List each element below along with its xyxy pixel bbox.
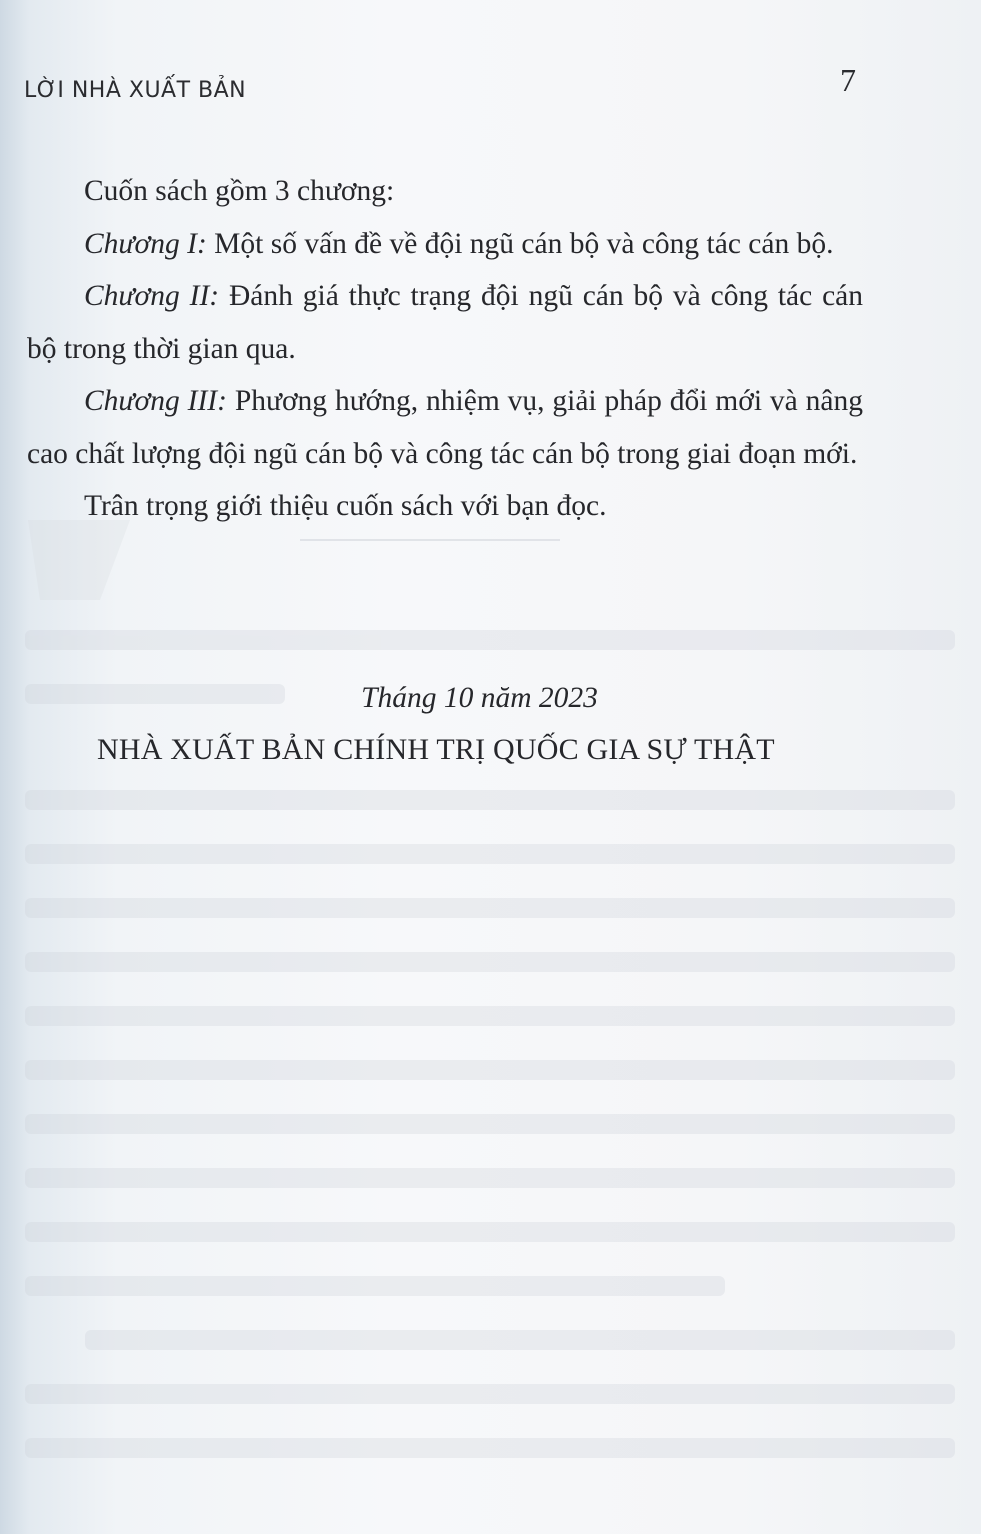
- chapter-3-label: Chương III:: [84, 385, 227, 417]
- chapter-1-paragraph: [27, 218, 863, 271]
- intro-paragraph: Cuốn sách gồm 3 chương:: [84, 175, 395, 207]
- chapter-2-text: Đánh giá thực trạng đội ngũ cán bộ và công tác cán bộ trong thời gian qua.: [27, 280, 864, 365]
- signature-publisher: NHÀ XUẤT BẢN CHÍNH TRỊ QUỐC GIA SỰ THẬT: [97, 733, 775, 766]
- chapter-2-paragraph: [27, 270, 863, 375]
- page-number: 7: [840, 62, 856, 98]
- chapter-1-text: Một số vấn đề về đội ngũ cán bộ và công tác cán bộ.: [206, 227, 834, 260]
- chapter-1-label: Chương I:: [84, 227, 207, 260]
- closing-paragraph: Trân trọng giới thiệu cuốn sách với bạn đọc.: [84, 490, 607, 522]
- chapter-2-label: Chương II:: [84, 280, 220, 312]
- chapter-3-paragraph: [27, 375, 863, 480]
- running-header-title: LỜI NHÀ XUẤT BẢN: [24, 78, 247, 103]
- chapter-3-text: Phương hướng, nhiệm vụ, giải pháp đổi mới và nâng cao chất lượng đội ngũ cán bộ và công tác cán bộ trong giai đoạn mới.: [27, 385, 863, 470]
- body-text: [27, 165, 863, 533]
- signature-date-text: Tháng 10 năm 2023: [361, 682, 598, 714]
- signature-date: [0, 682, 981, 715]
